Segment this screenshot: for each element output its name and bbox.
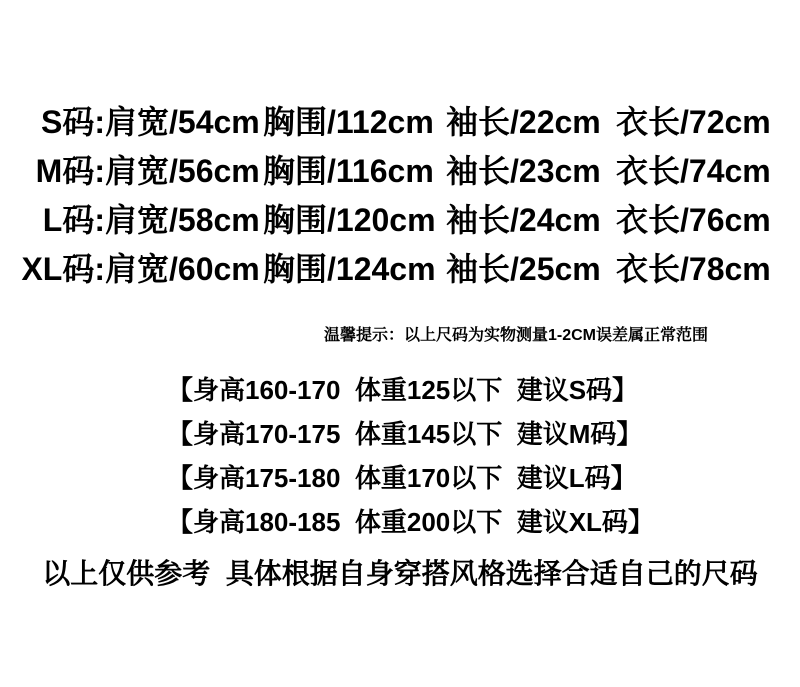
sleeve-length-value: 袖长/25cm — [446, 250, 601, 287]
recommendation-line-m: 【身高170-175 体重145以下 建议M码】 — [167, 419, 643, 449]
recommendation-line-s: 【身高160-170 体重125以下 建议S码】 — [167, 375, 639, 405]
chest-value: 胸围/120cm — [263, 201, 436, 238]
size-row-xl — [0, 242, 800, 291]
chest-value: 胸围/116cm — [263, 152, 434, 189]
size-label: M码: — [35, 152, 105, 189]
size-row-l — [0, 193, 800, 242]
garment-length-value: 衣长/72cm — [616, 103, 771, 140]
sleeve-length-value: 袖长/23cm — [446, 152, 601, 189]
sleeve-length-value: 袖长/24cm — [446, 201, 601, 238]
shoulder-width-value: 肩宽/60cm — [105, 250, 260, 287]
size-label: XL码: — [21, 250, 105, 287]
recommendation-line-l: 【身高175-180 体重170以下 建议L码】 — [167, 463, 637, 493]
sleeve-length-value: 袖长/22cm — [446, 103, 601, 140]
size-row-m — [0, 144, 800, 193]
size-label: L码: — [42, 201, 105, 238]
chest-value: 胸围/112cm — [263, 103, 434, 140]
garment-length-value: 衣长/74cm — [616, 152, 771, 189]
garment-length-value: 衣长/76cm — [616, 201, 771, 238]
shoulder-width-value: 肩宽/56cm — [105, 152, 260, 189]
size-label: S码: — [40, 103, 105, 140]
chest-value: 胸围/124cm — [263, 250, 436, 287]
size-recommendations — [167, 368, 654, 544]
measurement-tolerance-notice: 温馨提示：以上尺码为实物测量1-2CM误差属正常范围 — [323, 327, 708, 344]
shoulder-width-value: 肩宽/58cm — [105, 201, 260, 238]
size-table — [0, 95, 800, 291]
size-row-s — [0, 95, 800, 144]
footer-note: 以上仅供参考 具体根据自身穿搭风格选择合适自己的尺码 — [42, 558, 758, 589]
shoulder-width-value: 肩宽/54cm — [105, 103, 260, 140]
recommendation-line-xl: 【身高180-185 体重200以下 建议XL码】 — [167, 507, 654, 537]
garment-length-value: 衣长/78cm — [616, 250, 771, 287]
